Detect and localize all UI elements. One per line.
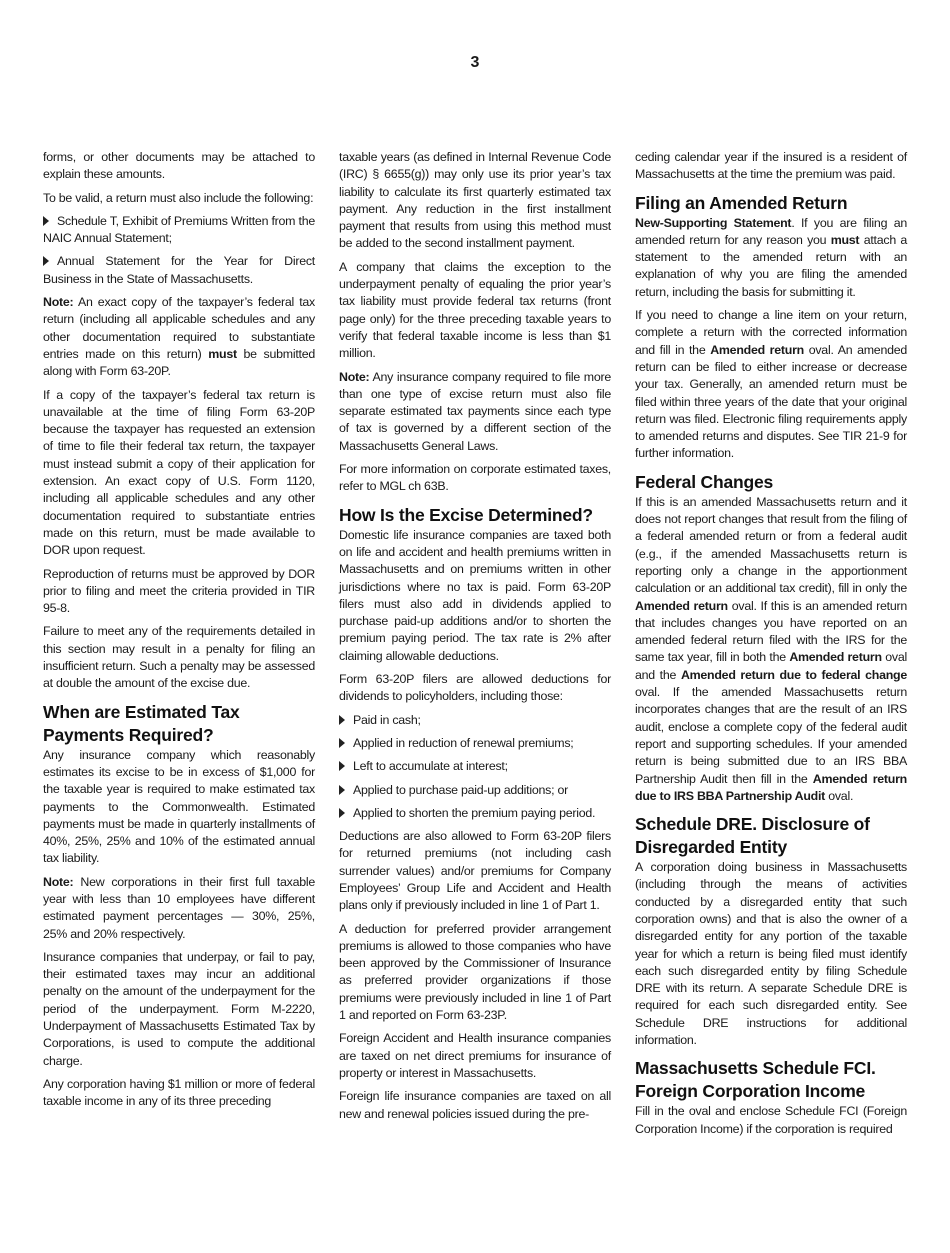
paragraph: If a copy of the taxpayer’s federal tax return is unavailable at the time of filing Form 63-20P because the taxpayer has requested an extension of time to file their federal tax return, the taxpayer must instead submit a copy of their application for extension. An exact copy of U.S. Form 1120, including all applicable schedules and any other documentation required to substantiate entries made on this return, must be made available to DOR upon request.	[43, 387, 315, 558]
heading-excise-determined: How Is the Excise Determined?	[339, 504, 593, 525]
paragraph: If this is an amended Massachusetts return and it does not report changes that result from the filing of a federal amended return or from a federal audit (e.g., if the amended Massachusetts return is reporting only a change in the apportionment calculation or an additional tax credit), fill in only the Amended return oval. If this is an amended return that includes changes you have reported on an amended federal return filed with the IRS for the same tax year, fill in both the Amended return oval and the Amended return due to federal change oval. If the amended Massachusetts return incorporates changes that are the result of an IRS audit, enclose a complete copy of the federal audit report and supporting schedules. If your amended return is being submitted due to an IRS BBA Partnership Audit then fill in the Amended return due to IRS BBA Partnership Audit oval.	[635, 494, 908, 803]
bullet-icon	[339, 715, 345, 725]
heading-federal-changes: Federal Changes	[635, 471, 774, 492]
list-item: Applied to purchase paid-up additions; or	[339, 782, 611, 799]
paragraph: Fill in the oval and enclose Schedule FCI (Foreign Corporation Income) if the corporation is required	[635, 1104, 907, 1136]
list-item: Applied to shorten the premium paying period.	[339, 805, 611, 822]
heading-amended-return: Filing an Amended Return	[635, 192, 848, 213]
bullet-icon	[339, 785, 345, 795]
paragraph: Any corporation having $1 million or more of federal taxable income in any of its three preceding	[43, 1076, 315, 1109]
note-paragraph: Note: New corporations in their first full taxable year with less than 10 employees have different estimated payment percentages — 30%, 25%, 25% and 20% respectively.	[43, 874, 315, 941]
paragraph: Deductions are also allowed to Form 63-20P filers for returned premiums (not including cash surrender values) and/or premiums for Company Employees’ Group Life and Accident and Health plans only if previously included in line 1 of Part 1.	[339, 829, 611, 913]
bullet-icon	[339, 761, 345, 771]
paragraph: If you need to change a line item on your return, complete a return with the corrected information and fill in the Amended return oval. An amended return can be filed to either increase or decrease your tax. Generally, an amended return must be filed within three years of the date that your original return was filed. Electronic filing requirements apply to amended returns and disputes. See TIR 21-9 for further information.	[635, 308, 908, 461]
paragraph: To be valid, a return must also include the following:	[43, 190, 314, 205]
paragraph: Failure to meet any of the requirements detailed in this section may result in a penalty for filing an insufficient return. Such a penalty may be assessed at double the amount of the excise due.	[43, 624, 315, 691]
column-1	[43, 149, 315, 1117]
heading-schedule-dre: Schedule DRE. Disclosure of Disregarded Entity	[635, 814, 870, 858]
bullet-list	[43, 213, 315, 288]
paragraph: Any insurance company which reasonably estimates its excise to be in excess of $1,000 for the taxable year is required to make estimated tax payments to the Commonwealth. Estimated payments must be made in quarterly installments of 40%, 25%, 25% and 10% of the estimated annual tax liability.	[43, 747, 315, 866]
paragraph: ceding calendar year if the insured is a resident of Massachusetts at the time the premium was paid.	[635, 150, 907, 182]
heading-estimated-tax: When are Estimated Tax Payments Required?	[43, 701, 240, 745]
list-item: Applied in reduction of renewal premiums;	[339, 735, 611, 752]
paragraph: A company that claims the exception to the underpayment penalty of equaling the prior year’s tax liability must provide federal tax returns (front page only) for the three preceding taxable years to verify that federal taxable income is less than $1 million.	[339, 259, 611, 361]
paragraph: forms, or other documents may be attached to explain these amounts.	[43, 150, 315, 182]
bullet-list	[339, 712, 611, 822]
paragraph: taxable years (as defined in Internal Revenue Code (IRC) § 6655(g)) may only use its prior year’s tax liability to calculate its first quarterly estimated tax payment. Any reduction in the first installment payment that results from using this method must be added to the second installment payment.	[339, 150, 611, 251]
paragraph: Reproduction of returns must be approved by DOR prior to filing and meet the criteria provided in TIR 95-8.	[43, 566, 315, 616]
list-item: Schedule T, Exhibit of Premiums Written from the NAIC Annual Statement;	[43, 213, 315, 246]
paragraph: New-Supporting Statement. If you are filing an amended return for any reason you must attach a statement to the amended return with an explanation of why you are filing the amended return, including the basis for submitting it.	[635, 215, 907, 299]
paragraph: Domestic life insurance companies are taxed both on life and accident and health premiums written in Massachusetts and on premiums written in other jurisdictions where no tax is paid. Form 63-20P filers must also add in dividends applied to purchase paid-up additions and/or to shorten the premium paying period. The tax rate is 2% after claiming allowable deductions.	[339, 527, 611, 663]
list-item: Left to accumulate at interest;	[339, 758, 611, 775]
column-2	[339, 149, 611, 1129]
bullet-icon	[339, 808, 345, 818]
bullet-icon	[43, 216, 49, 226]
paragraph: Form 63-20P filers are allowed deductions for dividends to policyholders, including those:	[339, 672, 611, 704]
list-item: Annual Statement for the Year for Direct Business in the State of Massachusetts.	[43, 254, 315, 286]
list-item: Paid in cash;	[339, 712, 611, 729]
paragraph: A corporation doing business in Massachusetts (including through the means of activities conducted by a disregarded entity that such corporation owns) and that is also the owner of a disregarded entity for any portion of the taxable year for which a return is being filed must identify each such disregarded entity by filing Schedule DRE with its return. A separate Schedule DRE is required for each such disregarded entity. See Schedule DRE instructions for additional information.	[635, 860, 907, 1048]
page-number: 3	[470, 54, 480, 71]
paragraph: A deduction for preferred provider arrangement premiums is allowed to those companies who have been approved by the Commissioner of Insurance as preferred provider organizations if those premiums were previously included in line 1 of Part 1 and reported on Form 63-23P.	[339, 921, 611, 1023]
note-paragraph: Note: Any insurance company required to file more than one type of excise return must also file separate estimated tax payments since each type of tax is governed by a different section of the Massachusetts General Laws.	[339, 369, 611, 453]
bullet-icon	[339, 738, 345, 748]
heading-schedule-fci: Massachusetts Schedule FCI. Foreign Corporation Income	[635, 1058, 876, 1102]
bullet-icon	[43, 256, 49, 266]
paragraph: For more information on corporate estimated taxes, refer to MGL ch 63B.	[339, 462, 611, 494]
note-paragraph: Note: An exact copy of the taxpayer’s federal tax return (including all applicable schedules and any other documentation required to substantiate entries made on this return) must be submitted along with Form 63-20P.	[43, 295, 315, 379]
paragraph: Insurance companies that underpay, or fail to pay, their estimated taxes may incur an additional penalty on the amount of the underpayment for the period of the underpayment. Form M-2220, Underpayment of Massachusetts Estimated Tax by Corporations, is used to compute the additional charge.	[43, 949, 315, 1068]
column-3	[635, 149, 907, 1144]
paragraph: Foreign Accident and Health insurance companies are taxed on net direct premiums for insurance of property or interest in Massachusetts.	[339, 1031, 611, 1080]
paragraph: Foreign life insurance companies are taxed on all new and renewal policies issued during the pre-	[339, 1089, 611, 1121]
